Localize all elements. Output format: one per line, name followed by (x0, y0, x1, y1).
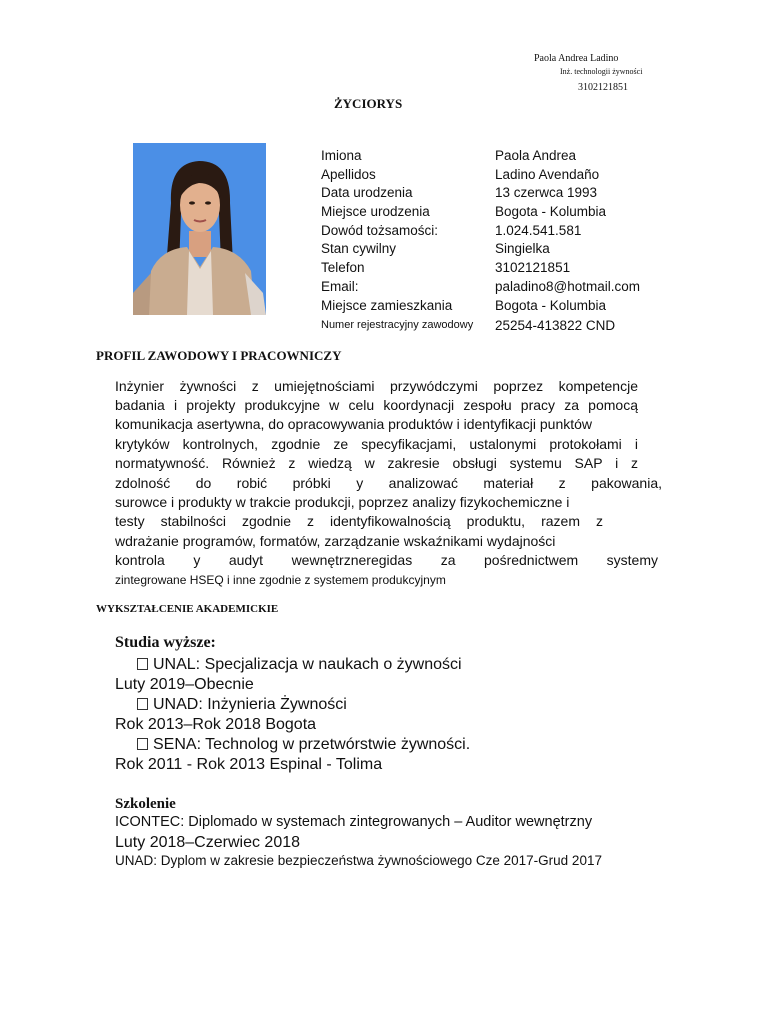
info-value: 1.024.541.581 (495, 222, 582, 238)
info-row-registration-number (321, 316, 661, 335)
info-value: 3102121851 (495, 260, 571, 276)
info-label: Dowód tożsamości: (321, 222, 439, 238)
info-label: Stan cywilny (321, 241, 397, 257)
education-item (115, 656, 462, 674)
profile-line: komunikacja asertywna, do opracowywania produktów i identyfikacji punktów (115, 416, 593, 432)
info-value: 13 czerwca 1993 (495, 185, 598, 201)
training-item: ICONTEC: Diplomado w systemach zintegrowanych – Auditor wewnętrzny (115, 814, 593, 830)
bullet-box-icon (137, 738, 148, 750)
training-date: Luty 2018–Czerwiec 2018 (115, 834, 301, 851)
info-value: Bogota - Kolumbia (495, 204, 607, 220)
personal-info-table (321, 148, 661, 335)
info-row-id-number (321, 223, 661, 242)
training-title: Szkolenie (115, 796, 176, 812)
info-label: Data urodzenia (321, 185, 413, 201)
info-row-surnames (321, 167, 661, 186)
profile-line: wdrażanie programów, formatów, zarządzanie wskaźnikami wydajności (115, 533, 556, 549)
info-value: 25254-413822 CND (495, 318, 616, 334)
info-value: Bogota - Kolumbia (495, 297, 607, 313)
header-phone: 3102121851 (578, 82, 628, 93)
education-date: Rok 2013–Rok 2018 Bogota (115, 716, 317, 733)
info-label: Numer rejestracyjny zawodowy (321, 319, 474, 332)
info-row-birth-date (321, 185, 661, 204)
profile-heading: PROFIL ZAWODOWY I PRACOWNICZY (96, 348, 342, 363)
profile-line: normatywność. Również z wiedzą w zakresie obsługi systemu SAP i z (115, 455, 638, 471)
info-label: Imiona (321, 148, 362, 163)
profile-line: zdolność do robić próbki y analizować materiał z pakowania, (115, 475, 662, 491)
education-item-text: SENA: Technolog w przetwórstwie żywności. (153, 736, 471, 753)
education-date: Luty 2019–Obecnie (115, 676, 254, 693)
profile-line: kontrola y audyt wewnętrzneregidas za pośrednictwem systemy (115, 552, 658, 568)
info-row-residence (321, 298, 661, 317)
higher-education-title: Studia wyższe: (115, 634, 216, 651)
header-job-title: Inż. technologii żywności (560, 67, 643, 76)
profile-line: badania i projekty produkcyjne w celu koordynacji zespołu pracy za pomocą (115, 397, 638, 413)
training-item: UNAD: Dyplom w zakresie bezpieczeństwa żywnościowego Cze 2017-Grud 2017 (115, 853, 602, 868)
info-label: Email: (321, 278, 359, 294)
education-item (115, 696, 347, 714)
profile-line: krytyków kontrolnych, zgodnie ze specyfikacjami, ustalonymi protokołami i (115, 436, 638, 452)
education-item-text: UNAD: Inżynieria Żywności (153, 696, 347, 713)
education-item (115, 736, 470, 754)
profile-line: surowce i produkty w trakcie produkcji, poprzez analizy fizykochemiczne i (115, 494, 570, 510)
info-value: paladino8@hotmail.com (495, 278, 641, 294)
profile-line: testy stabilności zgodnie z identyfikowalnością produktu, razem z (115, 513, 603, 529)
bullet-box-icon (137, 698, 148, 710)
education-heading: WYKSZTAŁCENIE AKADEMICKIE (96, 603, 279, 615)
info-value: Ladino Avendaño (495, 166, 600, 182)
info-row-marital-status (321, 241, 661, 260)
info-label: Apellidos (321, 166, 376, 182)
info-label: Miejsce urodzenia (321, 204, 430, 220)
portrait-image (133, 143, 266, 315)
info-row-first-names (321, 148, 661, 167)
info-row-phone (321, 260, 661, 279)
info-label: Telefon (321, 260, 365, 276)
info-value: Singielka (495, 241, 550, 257)
profile-photo (133, 143, 266, 315)
bullet-box-icon (137, 658, 148, 670)
info-label: Miejsce zamieszkania (321, 297, 453, 313)
info-row-birth-place (321, 204, 661, 223)
profile-last-line: zintegrowane HSEQ i inne zgodnie z systemem produkcyjnym (115, 573, 446, 587)
education-item-text: UNAL: Specjalizacja w naukach o żywności (153, 656, 462, 673)
document-title: ŻYCIORYS (334, 96, 403, 111)
info-row-email (321, 279, 661, 298)
profile-line: Inżynier żywności z umiejętnościami przywódczymi poprzez kompetencje (115, 378, 638, 394)
education-date: Rok 2011 - Rok 2013 Espinal - Tolima (115, 756, 383, 773)
header-name: Paola Andrea Ladino (534, 53, 619, 64)
info-value: Paola Andrea (495, 148, 577, 163)
